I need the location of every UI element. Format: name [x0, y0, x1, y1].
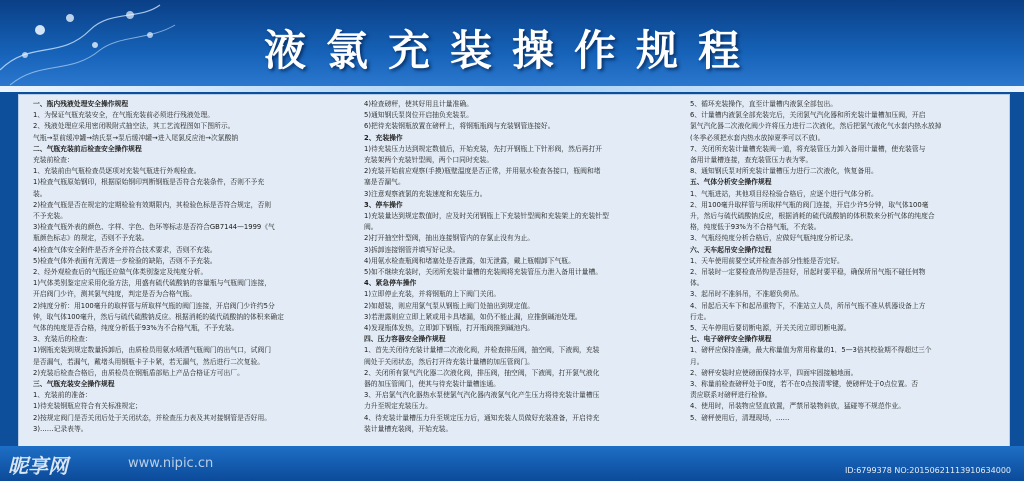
- text-line: 阀处于关闭状态，然后打开待充装计量槽的加压管阀门。: [364, 357, 534, 366]
- text-line: 2、经外观检查后的气瓶还应做气体类别鉴定及纯度分析。: [33, 268, 208, 277]
- text-line: 充装架两个充装针型阀，两个口同时充装。: [364, 156, 494, 165]
- text-line: 4)用氨水检查瓶阀和堵塞处是否泄露，如无泄露，戴上瓶帽卸下气瓶。: [364, 256, 575, 265]
- text-line: 氯气汽化器二次液化阀少许将压力进行二次液化，然后把氯气液化气水套内热水放掉: [690, 122, 942, 131]
- text-line: 2)充装后检查合格后，由质检员在钢瓶盾部贴上产品合格证方可出厂。: [33, 368, 244, 377]
- text-line: 气瓶→泵前缓冲罐→纳氏泵→泵后缓冲罐→进入尾氯反应池→次氯酸钠: [33, 133, 239, 142]
- text-line: 备用计量槽连接，查充装管压力表为零。: [690, 156, 813, 165]
- text-line: 开启阀门少许，测其氯气纯度，判定是否为合格气瓶。: [33, 290, 197, 299]
- text-line: 责应联系对磅秤进行检修。: [690, 391, 772, 400]
- text-line: 2)按规定阀门是否关闭后处于关闭状态，并检查压力表及其对接钢管是否好用。: [33, 413, 272, 422]
- text-line: 3)拆卸连接钢管并填写好记录。: [364, 245, 460, 254]
- text-line: 月。: [690, 357, 704, 366]
- text-line: 体。: [690, 279, 704, 288]
- text-line: 6、计量槽内液氯全部充装完后，关闭氯气汽化器和所充装计量槽加压阀，开启: [690, 111, 926, 120]
- text-line: 4)检查磅秤，使其好用且计量准确。: [364, 100, 473, 108]
- header-banner: [0, 0, 1024, 90]
- text-line: 5)如不继续充装时，关闭所充装计量槽的充装阀将充装管压力泄入备用计量槽。: [364, 268, 603, 277]
- text-line: 4、吊起后天车下和起吊重物下，不准站立人员，所吊气瓶不准从机器设备上方: [690, 301, 926, 310]
- section-heading: 三、气瓶充装安全操作规程: [33, 380, 115, 389]
- text-line: 不予充装。: [33, 212, 67, 221]
- text-line: 瓶颜色标志》的规定，否则不予充装。: [33, 234, 149, 243]
- section-heading: 一、瓶内残液处理安全操作规程: [33, 100, 129, 108]
- text-line: 装计量槽充装阀，开始充装。: [364, 424, 453, 433]
- text-line: 2)打开抽空针型阀，抽出连接钢管内的存氯止没有为止。: [364, 234, 535, 243]
- text-line: 7、关闭所充装计量槽充装阀一道，将充装管压力卸入备用计量槽，使充装管与: [690, 144, 926, 153]
- text-line: 3)检查气瓶外表的颜色、字样、字色、色环等标志是否符合GB7144—1999《气: [33, 223, 275, 232]
- text-line: 器的加压管阀门，使其与待充装计量槽连通。: [364, 380, 500, 389]
- text-line: 1、充装前由气瓶检查员逐项对充装气瓶进行外观检查。: [33, 167, 201, 176]
- text-line: 气体的纯度是否合格，纯度分析低于93%为不合格气瓶，不予充装。: [33, 324, 239, 333]
- text-line: 2)充装开始前应观察(手摸)瓶壁温度是否正常，并用氨水检查各接口，瓶阀和堵: [364, 167, 601, 176]
- text-line: 5、循环充装操作，直至计量槽内液氯全部包出。: [690, 100, 838, 108]
- text-line: 充装前检查：: [33, 156, 74, 165]
- text-line: 4)检查气体安全附件是否齐全并符合技术要求，否则不充装。: [33, 245, 217, 254]
- column-1: [33, 99, 333, 435]
- page-title: 液氯充装操作规程: [263, 26, 760, 75]
- text-line: 1、充装前的准备：: [33, 391, 92, 400]
- watermark-url: www.nipic.cn: [128, 456, 214, 471]
- text-line: 3、开启氯气汽化器热水泵使氯气汽化器内液氯气化产生压力将待充装计量槽压: [364, 391, 600, 400]
- text-line: 1、首先关闭待充装计量槽二次液化阀，并检查排压阀，抽空阀，下液阀，充装: [364, 346, 600, 355]
- section-heading: 四、压力容器安全操作规程: [364, 335, 446, 344]
- column-3: [690, 99, 1002, 424]
- section-heading: 2、充装操作: [364, 133, 403, 142]
- text-line: 1、磅秤应保持准确，最大称量值为常用称量的1．5—3倍其校验期不得超过三个: [690, 346, 932, 355]
- text-line: 1、天车使用前要空试并检查各部分性能是否完好。: [690, 256, 844, 265]
- section-heading: 六、天车起吊安全操作过程: [690, 245, 772, 254]
- text-line: 3、充装后的检查：: [33, 335, 92, 344]
- text-line: 4、使用时，吊装物应竖直放置，严禁吊装物斜放，猛碰等不规范作业。: [690, 402, 906, 411]
- section-heading: 七、电子磅秤安全操作规程: [690, 335, 772, 344]
- text-line: 塞是否漏气。: [364, 178, 405, 187]
- text-line: 装。: [33, 189, 47, 198]
- text-line: 1)待充装钢瓶应符合有关标准规定；: [33, 402, 142, 411]
- text-line: 1、气瓶进站，其他项目经检验合格后，应逐个进行气体分析。: [690, 189, 878, 198]
- text-line: 阀。: [364, 223, 378, 232]
- text-line: 3、称量前检查磅秤处于0度，若不在0点按清零键，使磅秤处于0点位置。否: [690, 380, 918, 389]
- section-heading: 二、气瓶充装前后检查安全操作规程: [33, 144, 142, 153]
- text-line: 升，然后与硫代硫酸钠反应，根据消耗的硫代硫酸钠的体积数来分析气体的纯度合: [690, 212, 935, 221]
- watermark-logo: 昵享网: [8, 454, 68, 478]
- column-2: [364, 99, 669, 435]
- text-line: 3)若泄露则应立即上紧或用卡具堵漏，如仍不能止漏，应推倒碱池处理。: [364, 312, 582, 321]
- text-line: 钟，取气体100毫升，然后与硫代硫酸钠反应。根据消耗的硫代硫酸钠的体积来确定: [33, 312, 284, 321]
- text-line: 2、吊装时一定要检查吊钩是否挂好，吊起时要平稳，确保所吊气瓶不碰任何物: [690, 268, 926, 277]
- watermark-id: ID:6799378 NO:20150621113910634000: [845, 466, 1012, 475]
- section-heading: 3、停车操作: [364, 200, 403, 209]
- text-line: 5、天车停用后要切断电源，开关关闭立即切断电源。: [690, 324, 851, 333]
- text-line: 1)立即停止充装，并将钢瓶的上下阀门关闭。: [364, 290, 501, 299]
- text-line: 1)钢瓶充装到规定数量拆卸后，由质检员用氨水喷洒气瓶阀门的出气口，试阀门: [33, 346, 272, 355]
- text-line: 1、为保证气瓶充装安全，在气瓶充装前必须进行残液处理。: [33, 111, 215, 120]
- text-line: 4)发现瓶体发热，立即卸下钢瓶，打开瓶阀推到碱池内。: [364, 324, 535, 333]
- text-line: 2)如超装，则应用氯气泵从钢瓶上阀门处抽出到规定值。: [364, 301, 535, 310]
- content-panel: [18, 94, 1010, 448]
- text-line: 2)纯度分析：用100毫升的取样管与所取样气瓶的阀门连接，开启阀门少许约5分: [33, 301, 275, 310]
- text-line: 2、磅秤安装时应使磅面保持水平，四面牢固接触地面。: [690, 368, 858, 377]
- text-line: 8、通知钢氏泵对所充装计量槽压力进行二次液化，恢复备用。: [690, 167, 878, 176]
- text-line: 3)注意观察液氯的充装速度和充装压力。: [364, 189, 487, 198]
- text-line: (冬季必须把水套内热水放掉夏季可以不放)。: [690, 133, 825, 142]
- text-line: 6)把待充装钢瓶放置在磅秤上，将钢瓶瓶阀与充装钢管连接好。: [364, 122, 555, 131]
- text-line: 4、待充装计量槽压力升至规定压力后，通知充装人员做好充装准备，开启待充: [364, 413, 600, 422]
- text-line: 1)充装量达到规定数值时，应及时关闭钢瓶上下充装针型阀和充装架上的充装针型: [364, 212, 609, 221]
- text-line: 1)检查气瓶原始钢印，根据原始钢印判断钢瓶是否符合充装条件，否则不予充: [33, 178, 265, 187]
- text-line: 3、起吊时不准斜吊，不准超负荷吊。: [690, 290, 804, 299]
- text-line: 格，纯度低于93%为不合格气瓶，不充装。: [690, 223, 821, 232]
- text-line: 5)检查气体外表面有无需进一步检验的缺陷，否则不予充装。: [33, 256, 217, 265]
- text-line: 3、气瓶经纯度分析合格后，应做好气瓶纯度分析记录。: [690, 234, 858, 243]
- section-heading: 4、紧急停车操作: [364, 279, 417, 288]
- text-line: 行走。: [690, 312, 711, 321]
- text-line: 3)……记录表等。: [33, 424, 88, 433]
- text-line: 2、残液处理应采用密闭吸附式抽空法，其工艺流程图如下图所示。: [33, 122, 235, 131]
- text-line: 5)通知钢氏泵岗位开启抽负充装泵。: [364, 111, 473, 120]
- text-line: 5、磅秤使用后，清理现场，……: [690, 413, 790, 422]
- text-line: 2)检查气瓶是否在规定的定期检验有效期限内，其检验色标是否符合规定，否则: [33, 200, 272, 209]
- text-line: 2、用100毫升取样管与所取样气瓶的阀门连接，开启少许5分钟，取气体100毫: [690, 200, 929, 209]
- section-heading: 五、气体分析安全操作规程: [690, 178, 772, 187]
- header-stripe: [0, 86, 1024, 92]
- text-line: 1)待充装压力达到规定数值后，开始充装，先打开钢瓶上下针形阀，然后再打开: [364, 144, 603, 153]
- text-line: 1)气体类别鉴定应采用化验方法，用盛有硫代硫酸钠的容量瓶与气瓶阀门连接，: [33, 279, 272, 288]
- text-line: 力升至规定充装压力。: [364, 402, 432, 411]
- text-line: 是否漏气，若漏气，戴堵头用钢瓶卡子卡紧，若无漏气，然后进行二次复验。: [33, 357, 265, 366]
- text-line: 2、关闭所有氯气汽化器二次液化阀，排压阀，抽空阀，下液阀，打开氯气液化: [364, 368, 600, 377]
